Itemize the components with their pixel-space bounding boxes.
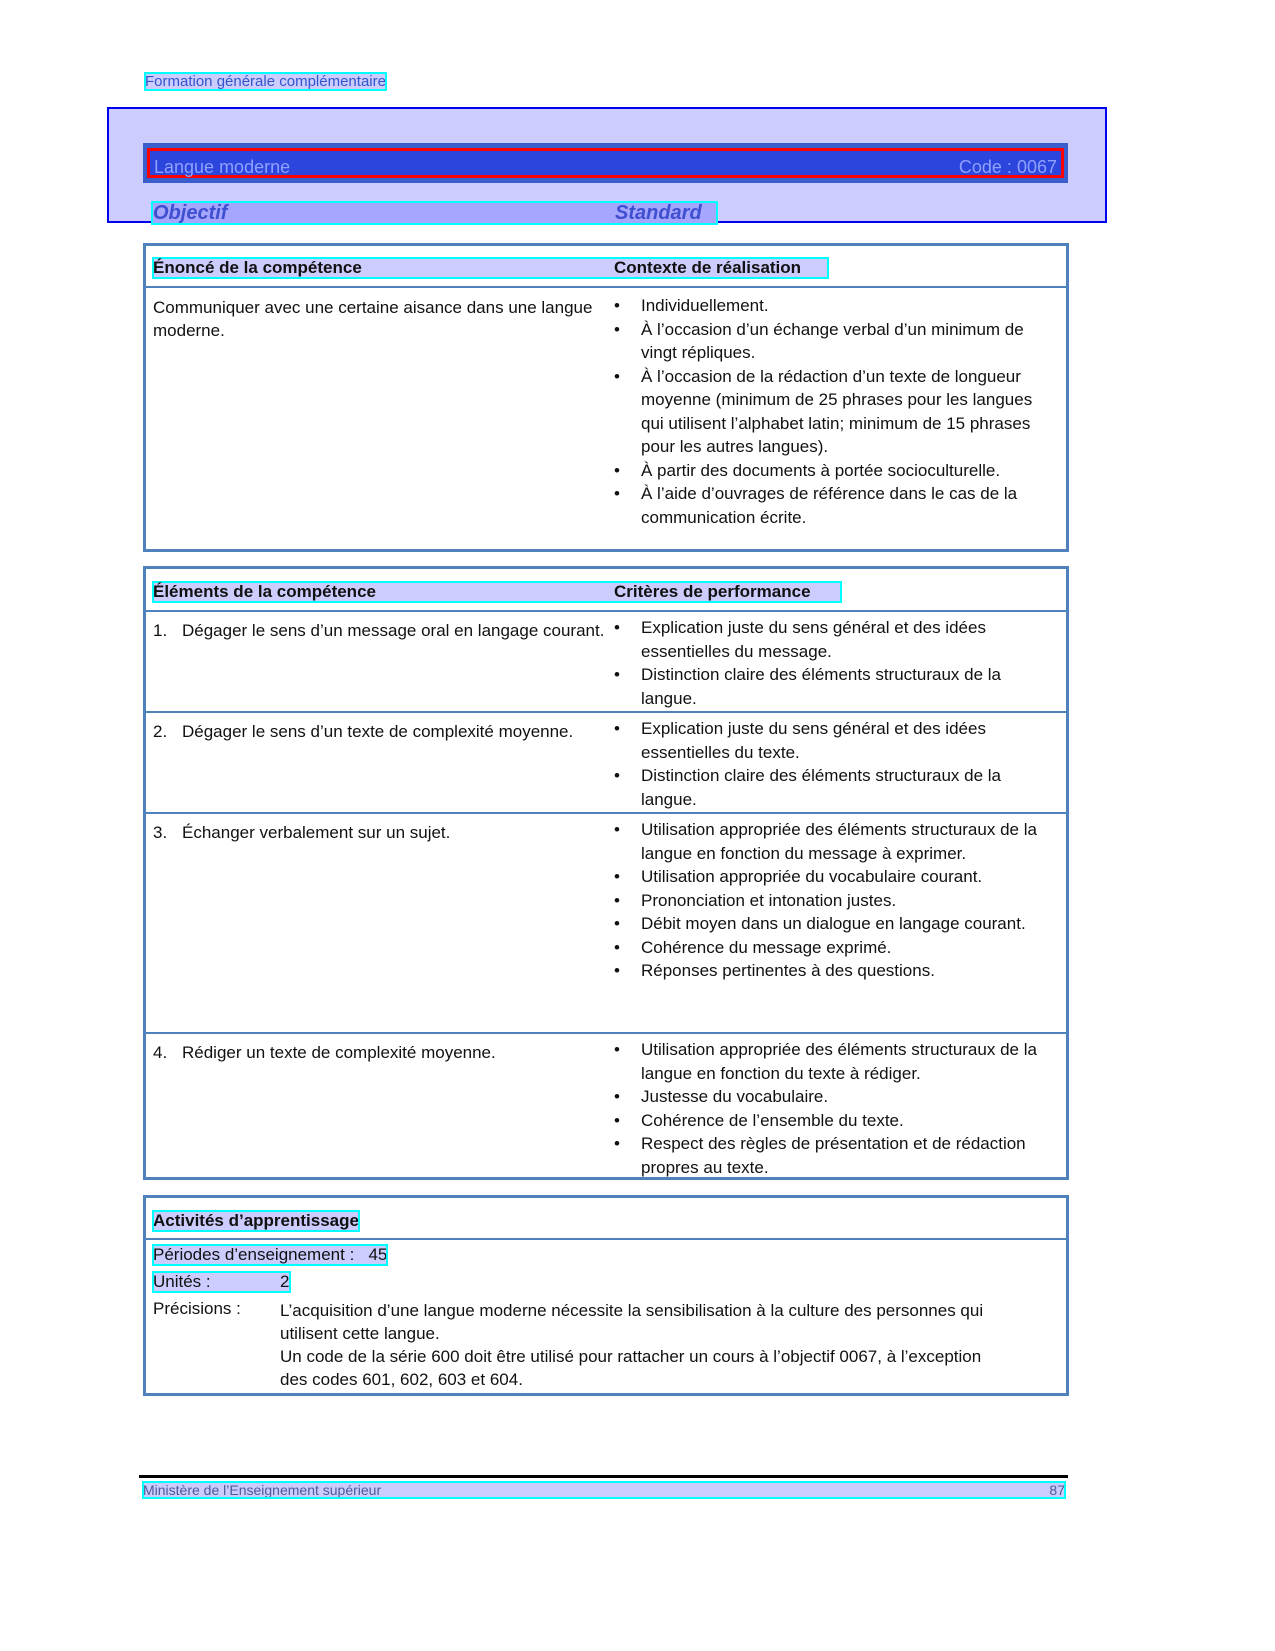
precision-1: L’acquisition d’une langue moderne nécessite la sensibilisation à la culture des personnes qui utilisent cette langue. <box>280 1301 984 1343</box>
criteres-list <box>614 616 1059 710</box>
contexte-list <box>614 294 1059 529</box>
unites <box>153 1272 290 1292</box>
unites-label: Unités : <box>153 1272 211 1291</box>
element-label: Rédiger un texte de complexité moyenne. <box>182 1043 496 1062</box>
contexte-item: • Individuellement. <box>614 294 1059 318</box>
code-label: Code : <box>958 157 1012 177</box>
critere-item: • Utilisation appropriée des éléments structuraux de la langue en fonction du message à exprimer. <box>614 818 1059 865</box>
element-text <box>153 720 627 743</box>
precisions-label: Précisions : <box>153 1299 241 1318</box>
critere-item: • Débit moyen dans un dialogue en langage courant. <box>614 912 1059 936</box>
competence-row <box>146 288 1066 548</box>
contexte-item: • À partir des documents à portée socioculturelle. <box>614 459 1059 483</box>
elements-header: Éléments de la compétence <box>153 582 376 601</box>
element-text <box>153 821 627 844</box>
critere-item: • Prononciation et intonation justes. <box>614 889 1059 913</box>
element-row <box>146 814 1066 1034</box>
contexte-item: • À l’aide d’ouvrages de référence dans le cas de la communication écrite. <box>614 482 1059 529</box>
element-label: Dégager le sens d’un message oral en langage courant. <box>182 621 605 640</box>
footer-ministry: Ministère de l’Enseignement supérieur <box>143 1482 382 1498</box>
element-label: Échanger verbalement sur un sujet. <box>182 823 451 842</box>
element-number: 2. <box>153 722 168 741</box>
element-row <box>146 713 1066 814</box>
critere-item: • Cohérence de l’ensemble du texte. <box>614 1109 1059 1133</box>
enonce-text: Communiquer avec une certaine aisance dans une langue moderne. <box>153 298 593 340</box>
contexte-item: • À l’occasion d’un échange verbal d’un minimum de vingt répliques. <box>614 318 1059 365</box>
critere-item: • Explication juste du sens général et des idées essentielles du message. <box>614 616 1059 663</box>
criteres-list <box>614 717 1059 811</box>
critere-item: • Distinction claire des éléments structuraux de la langue. <box>614 764 1059 811</box>
code-value: 0067 <box>1016 157 1057 177</box>
critere-item: • Réponses pertinentes à des questions. <box>614 959 1059 983</box>
activites-table <box>143 1195 1069 1396</box>
periodes <box>153 1245 387 1265</box>
periodes-label: Périodes d’enseignement : <box>153 1245 355 1264</box>
critere-item: • Utilisation appropriée du vocabulaire courant. <box>614 865 1059 889</box>
element-row <box>146 1034 1066 1180</box>
critere-item: • Distinction claire des éléments structuraux de la langue. <box>614 663 1059 710</box>
standard-label: Standard <box>615 202 702 224</box>
element-number: 3. <box>153 823 168 842</box>
criteres-list <box>614 818 1059 983</box>
critere-item: • Justesse du vocabulaire. <box>614 1085 1059 1109</box>
element-label: Dégager le sens d’un texte de complexité moyenne. <box>182 722 574 741</box>
element-row <box>146 612 1066 713</box>
critere-item: • Cohérence du message exprimé. <box>614 936 1059 960</box>
critere-item: • Respect des règles de présentation et de rédaction propres au texte. <box>614 1132 1059 1179</box>
critere-item: • Utilisation appropriée des éléments structuraux de la langue en fonction du texte à rédiger. <box>614 1038 1059 1085</box>
unites-value: 2 <box>280 1272 290 1291</box>
activites-title: Activités d’apprentissage <box>153 1211 359 1230</box>
course-title-bar <box>143 143 1068 183</box>
precision-2: Un code de la série 600 doit être utilisé pour rattacher un cours à l’objectif 0067, à l’exception des codes 601, 602, 603 et 604. <box>280 1347 982 1389</box>
contexte-header: Contexte de réalisation <box>614 258 802 277</box>
critere-item: • Explication juste du sens général et des idées essentielles du texte. <box>614 717 1059 764</box>
element-number: 1. <box>153 621 168 640</box>
enonce-header: Énoncé de la compétence <box>153 258 362 277</box>
competence-table-header <box>146 246 1066 288</box>
elements-rows <box>146 612 1066 1180</box>
element-text <box>153 1041 627 1064</box>
competence-table <box>143 243 1069 552</box>
elements-table <box>143 566 1069 1180</box>
criteres-header: Critères de performance <box>614 582 811 601</box>
elements-table-header <box>146 569 1066 612</box>
page-number: 87 <box>1049 1482 1065 1498</box>
activites-table-header <box>146 1198 1066 1240</box>
element-text <box>153 619 627 642</box>
footer <box>143 1482 1065 1498</box>
objectif-standard-heading <box>153 203 716 223</box>
precisions-text <box>280 1299 1000 1391</box>
objectif-label: Objectif <box>153 202 228 224</box>
criteres-list <box>614 1038 1059 1179</box>
course-name: Langue moderne <box>154 157 291 177</box>
periodes-value: 45 <box>368 1245 388 1264</box>
series-title: Formation générale complémentaire <box>145 73 386 90</box>
contexte-item: • À l’occasion de la rédaction d’un texte de longueur moyenne (minimum de 25 phrases pour les langues qui utilisent l’alphabet latin; minimum de 15 phrases pour les autres langues). <box>614 365 1059 459</box>
course-code <box>959 157 1057 178</box>
element-number: 4. <box>153 1043 168 1062</box>
footer-divider <box>139 1475 1068 1478</box>
course-title-inner <box>147 148 1064 178</box>
